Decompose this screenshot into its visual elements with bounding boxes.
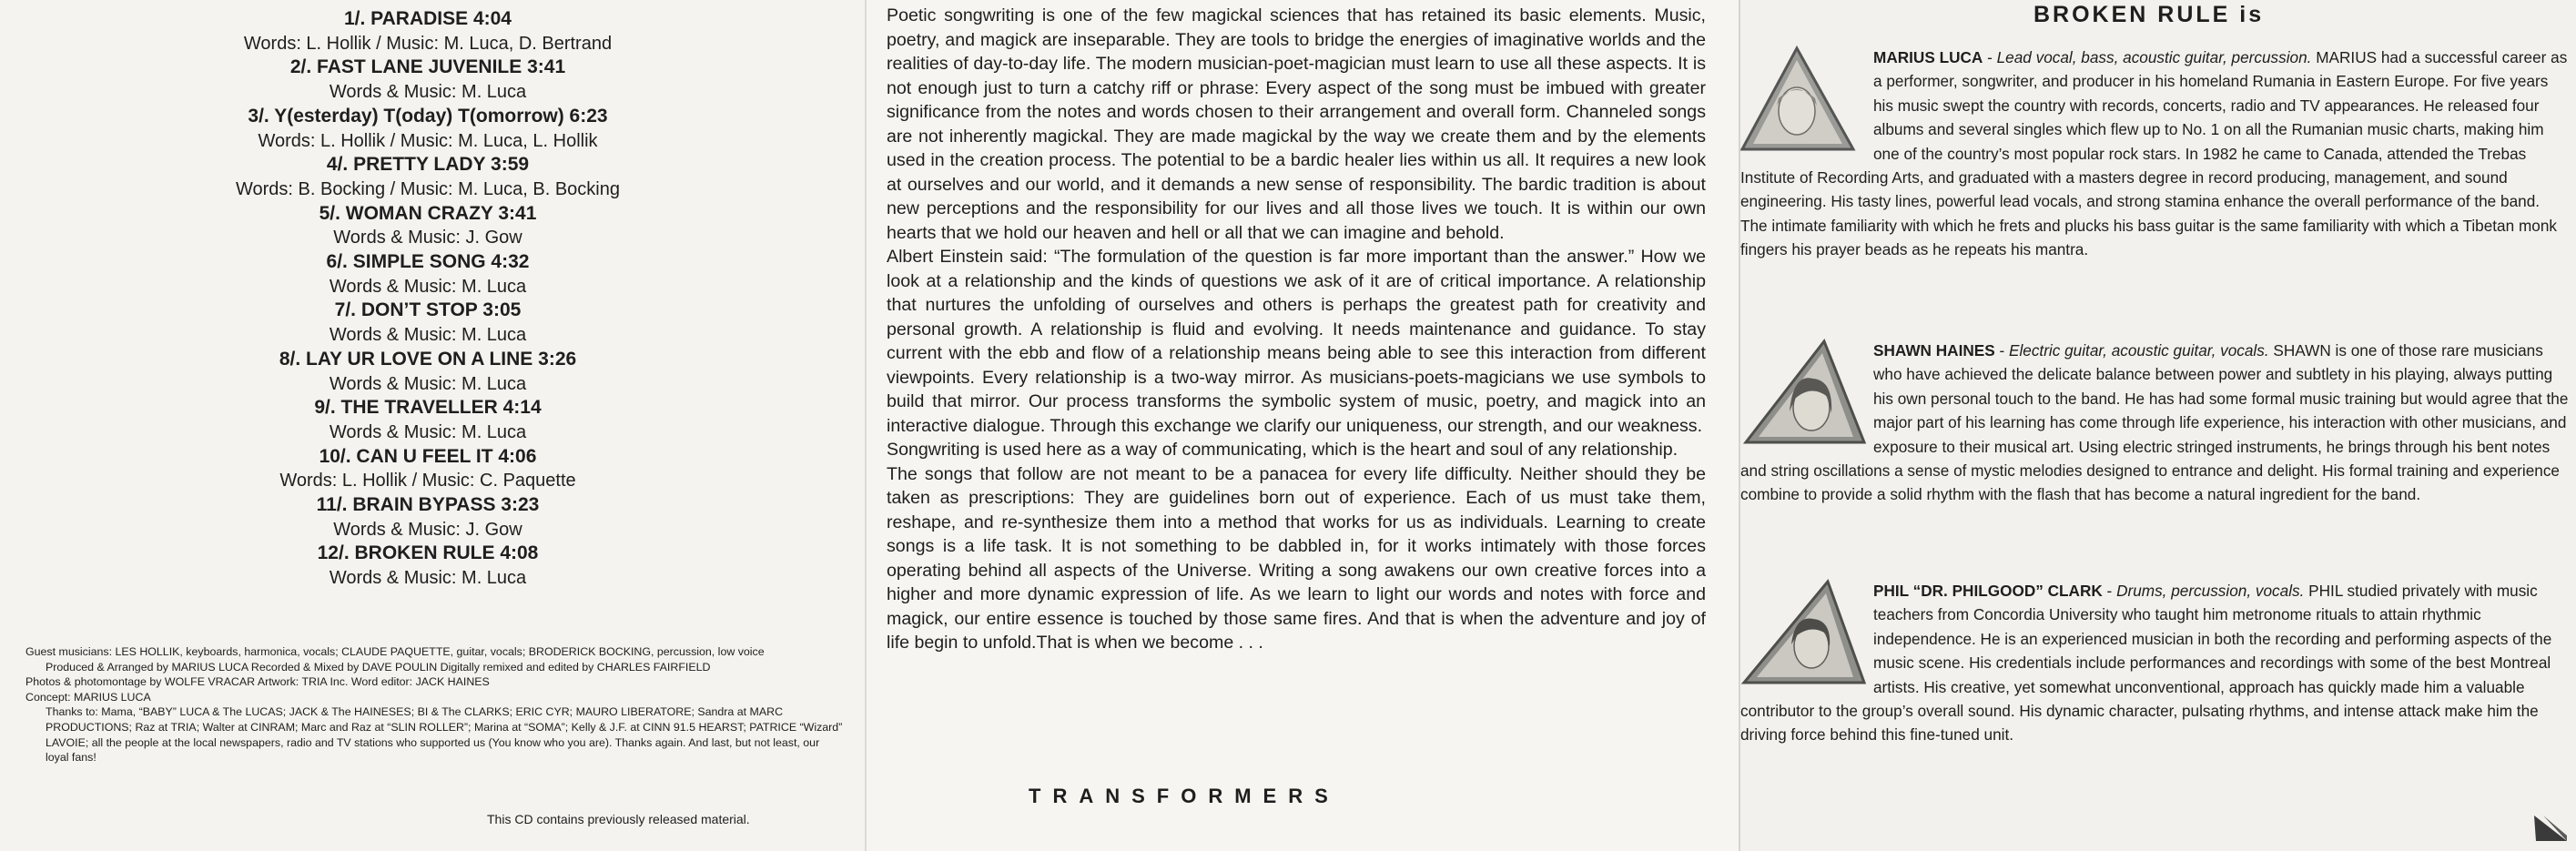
member-name: PHIL “DR. PHILGOOD” CLARK bbox=[1873, 582, 2103, 600]
track-item bbox=[137, 542, 719, 590]
track-credit: Words & Music: J. Gow bbox=[333, 519, 522, 540]
member-role: Electric guitar, acoustic guitar, vocals. bbox=[2008, 341, 2269, 360]
member-role: Drums, percussion, vocals. bbox=[2116, 582, 2305, 600]
member-bio: MARIUS had a successful career as a performer, songwriter, and producer in his homeland Rumania in Eastern Europe. For five years his music swept the country with records, concerts, radio and TV appearances. He released four albums and several singles which flew up to No. 1 on all the Rumanian music charts, making him one of the country’s most popular rock stars. In 1982 he came to Canada, attended the Trebas Institute of Recording Arts, and graduated with a masters degree in record producing, management, and sound engineering. His tasty lines, powerful lead vocals, and strong stamina enhance the overall performance of the band. The intimate familiarity with which he frets and plucks his bass guitar is the same familiarity with which a Tibetan monk fingers his prayer beads as he repeats his mantra. bbox=[1740, 48, 2568, 259]
track-item bbox=[137, 299, 719, 347]
track-item bbox=[137, 7, 719, 56]
track-title: 10/. CAN U FEEL IT 4:06 bbox=[319, 445, 537, 467]
track-credit: Words & Music: J. Gow bbox=[333, 228, 522, 248]
track-title: 12/. BROKEN RULE 4:08 bbox=[317, 542, 539, 564]
track-item bbox=[137, 56, 719, 104]
track-title: 11/. BRAIN BYPASS 3:23 bbox=[316, 494, 540, 516]
production-credits: Produced & Arranged by MARIUS LUCA Recorded & Mixed by DAVE POULIN Digitally remixed and edited by CHARLES FAIRFIELD bbox=[46, 660, 711, 674]
track-title: 5/. WOMAN CRAZY 3:41 bbox=[319, 202, 537, 224]
cd-note: This CD contains previously released material. bbox=[487, 812, 750, 826]
thanks-text: Thanks to: Mama, “BABY” LUCA & The LUCAS; JACK & The HAINESES; BI & The CLARKS; ERIC CYR; MAURO LIBERATORE; Sandra at MARC PRODUCTIONS; Raz at TRIA; Walter at CINRAM; Marc and Raz at “SLIN ROLLER”; Marina at “SOMA”; Kelly & J.F. at CINN 91.5 HEARST; PATRICE “Wizard” LAVOIE; all the people at the local newspapers, radio and TV stations who supported us (You know who you are). Thanks again. And last, but not least, our loyal fans! bbox=[46, 705, 843, 765]
track-credit: Words: L. Hollik / Music: C. Paquette bbox=[279, 471, 576, 491]
essay-paragraph: The songs that follow are not meant to be a panacea for every life difficulty. Neither should they be taken as prescriptions: They are guidelines born out of experience. Each of us must take them, reshape, and re-synthesize them into a method that works for us as individuals. Learning to create songs is a life task. It is not something to be dabbled in, for it works intimately with those forces operating behind all aspects of the Universe. Writing a song awakens our own creative forces into a higher and more dynamic expression of life. As we learn to light our words and notes with force and magick, our entire essence is touched by those same fires. And that is when the adventure and joy of life begin to unfold.That is when we become . . . bbox=[887, 463, 1706, 653]
track-credit: Words: L. Hollik / Music: M. Luca, L. Hollik bbox=[258, 130, 598, 151]
track-item bbox=[137, 493, 719, 542]
member-phil: PHIL “DR. PHILGOOD” CLARK - Drums, percussion, vocals. PHIL studied privately with music teachers from Concordia University who taught him metronome rituals to attain rhythmic independence. He is an experienced musician in both the recording and performing aspects of the music scene. His credentials include performances and recordings with some of the best Montreal artists. His creative, yet somewhat unconventional, approach has quickly made him a valuable contributor to the group’s overall sound. His dynamic character, pulsating rhythms, and intense attack make him the driving force behind this fine-tuned unit. bbox=[1740, 579, 2569, 747]
track-title: 2/. FAST LANE JUVENILE 3:41 bbox=[289, 56, 566, 78]
band-title: BROKEN RULE is bbox=[2033, 2, 2265, 27]
track-credit: Words & Music: M. Luca bbox=[329, 421, 527, 442]
track-credit: Words & Music: M. Luca bbox=[329, 373, 527, 394]
corner-arrow-icon bbox=[2530, 814, 2571, 849]
track-item bbox=[137, 153, 719, 201]
track-item bbox=[137, 396, 719, 444]
member-role: Lead vocal, bass, acoustic guitar, percussion. bbox=[1996, 48, 2312, 66]
track-item bbox=[137, 445, 719, 493]
track-credit: Words: B. Bocking / Music: M. Luca, B. Bocking bbox=[235, 178, 620, 199]
member-shawn: SHAWN HAINES - Electric guitar, acoustic guitar, vocals. SHAWN is one of those rare musicians who have achieved the delicate balance between power and subtlety in his playing, always putting his own personal touch to the band. He has had some formal music training but would agree that the major part of his learning has come through life experience, his interaction with other musicians, and exposure to their musical art. Using electric stringed instruments, he brings through his bent notes and string oscillations a sense of mystic melodies designed to entrance and delight. His formal training and experience combine to provide a solid rhythm with the flash that has become a natural ingredient for the band. bbox=[1740, 339, 2569, 507]
track-title: 6/. SIMPLE SONG 4:32 bbox=[326, 251, 530, 273]
essay-paragraph: Songwriting is used here as a way of communicating, which is the heart and soul of any relationship. bbox=[887, 440, 1678, 460]
track-credit: Words & Music: M. Luca bbox=[329, 325, 527, 346]
tracklist-panel bbox=[0, 0, 865, 851]
band-panel bbox=[1739, 0, 2576, 851]
track-title: 3/. Y(esterday) T(oday) T(omorrow) 6:23 bbox=[248, 105, 608, 127]
essay-signature: TRANSFORMERS bbox=[1029, 785, 1340, 807]
member-name: MARIUS LUCA bbox=[1873, 48, 1983, 66]
member-bio: PHIL studied privately with music teachers from Concordia University who taught him metronome rituals to attain rhythmic independence. He is an experienced musician in both the recording and performing aspects of the music scene. His credentials include performances and recordings with some of the best Montreal artists. His creative, yet somewhat unconventional, approach has quickly made him a valuable contributor to the group’s overall sound. His dynamic character, pulsating rhythms, and intense attack make him the driving force behind this fine-tuned unit. bbox=[1740, 582, 2552, 745]
track-credit: Words: L. Hollik / Music: M. Luca, D. Bertrand bbox=[243, 33, 613, 54]
essay-panel bbox=[865, 0, 1739, 851]
track-item bbox=[137, 202, 719, 250]
essay-text bbox=[887, 4, 1706, 655]
track-title: 4/. PRETTY LADY 3:59 bbox=[326, 154, 530, 176]
essay-paragraph: Albert Einstein said: “The formulation of the question is far more important than the answer.” How we look at a relationship and the kinds of questions we ask of it are of critical importance. A relationship that nurtures the unfolding of ourselves and others is perhaps the greatest path for creativity and personal growth. A relationship is fluid and evolving. It needs maintenance and guidance. To stay current with the ebb and flow of a relationship means being able to see this interaction from different viewpoints. Every relationship is a two-way mirror. As musicians-poets-magicians we use symbols to build that mirror. Our process transforms the symbolic system of music, poetry, and magick into an interactive dialogue. Through this exchange we clarify our uniqueness, our strength, and our weakness. bbox=[887, 247, 1706, 436]
concept-credit: Concept: MARIUS LUCA bbox=[25, 690, 151, 704]
track-item bbox=[137, 348, 719, 396]
track-list bbox=[137, 7, 719, 591]
track-credit: Words & Music: M. Luca bbox=[329, 276, 527, 297]
portrait-photo-icon bbox=[1740, 339, 1868, 448]
member-marius: MARIUS LUCA - Lead vocal, bass, acoustic guitar, percussion. MARIUS had a successful career as a performer, songwriter, and producer in his homeland Rumania in Eastern Europe. For five years his music swept the country with records, concerts, radio and TV appearances. He released four albums and several singles which flew up to No. 1 on all the Rumanian music charts, making him one of the country’s most popular rock stars. In 1982 he came to Canada, attended the Trebas Institute of Recording Arts, and graduated with a masters degree in record producing, management, and sound engineering. His tasty lines, powerful lead vocals, and strong stamina enhance the overall performance of the band. The intimate familiarity with which he frets and plucks his bass guitar is the same familiarity with which a Tibetan monk fingers his prayer beads as he repeats his mantra. bbox=[1740, 46, 2569, 262]
member-name: SHAWN HAINES bbox=[1873, 341, 1995, 360]
guest-musicians: Guest musicians: LES HOLLIK, keyboards, harmonica, vocals; CLAUDE PAQUETTE, guitar, vocals; BRODERICK BOCKING, percussion, low voice bbox=[25, 645, 765, 658]
track-title: 7/. DON’T STOP 3:05 bbox=[334, 299, 522, 321]
liner-credits bbox=[25, 644, 845, 765]
track-title: 9/. THE TRAVELLER 4:14 bbox=[314, 397, 542, 419]
track-item bbox=[137, 105, 719, 153]
track-title: 8/. LAY UR LOVE ON A LINE 3:26 bbox=[279, 348, 577, 370]
member-bio: SHAWN is one of those rare musicians who have achieved the delicate balance between power and subtlety in his playing, always putting his own personal touch to the band. He has had some formal music training but would agree that the major part of his learning has come through life experience, his interaction with other musicians, and exposure to their musical art. Using electric stringed instruments, he brings through his bent notes and string oscillations a sense of mystic melodies designed to entrance and delight. His formal training and experience combine to provide a solid rhythm with the flash that has become a natural ingredient for the band. bbox=[1740, 341, 2569, 504]
portrait-photo-icon bbox=[1740, 46, 1868, 155]
portrait-photo-icon bbox=[1740, 579, 1868, 688]
track-credit: Words & Music: M. Luca bbox=[329, 568, 527, 589]
track-credit: Words & Music: M. Luca bbox=[329, 82, 527, 103]
track-title: 1/. PARADISE 4:04 bbox=[343, 8, 512, 29]
essay-paragraph: Poetic songwriting is one of the few magickal sciences that has retained its basic elements. Music, poetry, and magick are inseparable. They are tools to bridge the energies of imaginative worlds and the realities of day-to-day life. The modern musician-poet-magician must learn to use all these aspects. It is not enough just to turn a catchy riff or phrase: Every aspect of the song must be imbued with greater significance from the notes and words chosen to their arrangement and overall form. Channeled songs are not inherently magickal. They are made magickal by the way we create them and by the elements used in the creation process. The potential to be a bardic healer lies within us all. It requires a new look at ourselves and our world, and it demands a new sense of responsibility. The bardic tradition is about new perceptions and the responsibility for our lives and all those lives we touch. It is within our own hearts that we hold our heaven and hell or all that we can imagine and behold. bbox=[887, 5, 1706, 243]
photo-credits: Photos & photomontage by WOLFE VRACAR Artwork: TRIA Inc. Word editor: JACK HAINES bbox=[25, 675, 490, 689]
track-item bbox=[137, 250, 719, 299]
